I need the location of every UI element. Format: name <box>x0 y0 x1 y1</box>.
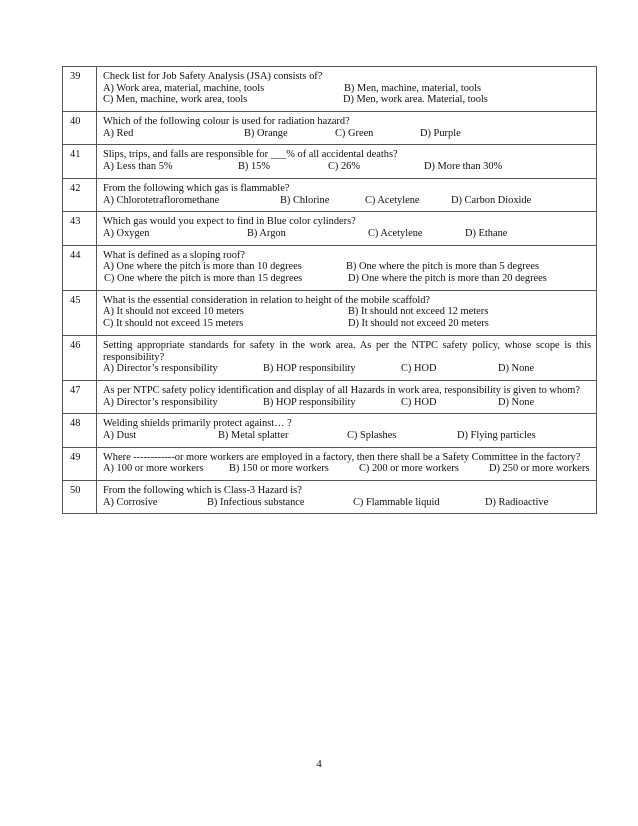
answer-option: B) It should not exceed 12 meters <box>348 306 489 318</box>
option-line <box>103 195 591 207</box>
question-text: Setting appropriate standards for safety in the work area. As per the NTPC safety policy, whose scope is this responsibility? <box>103 339 591 363</box>
question-number: 44 <box>63 245 97 290</box>
answer-option: D) Radioactive <box>485 496 549 508</box>
question-number: 50 <box>63 481 97 514</box>
option-line <box>103 397 591 409</box>
question-body <box>97 380 597 413</box>
question-body <box>97 335 597 380</box>
answer-option: B) Chlorine <box>280 194 330 206</box>
question-text: From the following which gas is flammable? <box>103 182 290 194</box>
answer-option: A) It should not exceed 10 meters <box>103 306 244 318</box>
answer-option: A) Dust <box>103 429 137 441</box>
question-body <box>97 414 597 447</box>
question-row <box>63 112 597 145</box>
question-body <box>97 290 597 335</box>
answer-option: D) Men, work area. Material, tools <box>343 94 488 106</box>
answer-option: C) Acetylene <box>368 227 423 239</box>
question-table-body <box>63 67 597 514</box>
answer-option: D) It should not exceed 20 meters <box>348 318 489 330</box>
answer-option: B) HOP responsibility <box>263 396 356 408</box>
question-row <box>63 380 597 413</box>
answer-option: A) One where the pitch is more than 10 degrees <box>103 261 302 273</box>
option-line <box>103 83 591 95</box>
option-line <box>103 463 591 475</box>
question-number: 48 <box>63 414 97 447</box>
option-line <box>103 430 591 442</box>
question-body <box>97 67 597 112</box>
question-text: Check list for Job Safety Analysis (JSA) consists of? <box>103 71 323 82</box>
question-text: Where ------------or more workers are employed in a factory, then there shall be a Safety Committee in the factory? <box>103 451 581 463</box>
question-number: 42 <box>63 178 97 211</box>
answer-option: B) 15% <box>238 161 271 173</box>
question-row <box>63 145 597 178</box>
question-body <box>97 178 597 211</box>
option-line <box>103 94 591 106</box>
question-body <box>97 145 597 178</box>
answer-option: D) 250 or more workers <box>489 463 590 475</box>
answer-option: B) Argon <box>247 227 286 239</box>
answer-option: C) HOD <box>401 396 437 408</box>
answer-option: C) Splashes <box>347 429 397 441</box>
question-text: From the following which is Class-3 Hazard is? <box>103 485 302 497</box>
answer-option: A) Director’s responsibility <box>103 363 218 375</box>
answer-option: A) 100 or more workers <box>103 463 204 475</box>
question-row <box>63 335 597 380</box>
option-line <box>103 261 591 273</box>
question-table <box>62 66 597 514</box>
answer-option: C) Men, machine, work area, tools <box>103 94 248 106</box>
option-line <box>103 273 591 285</box>
question-text: Which of the following colour is used for radiation hazard? <box>103 116 350 128</box>
question-row <box>63 481 597 514</box>
answer-option: B) Metal splatter <box>218 429 289 441</box>
answer-option: C) HOD <box>401 363 437 375</box>
answer-option: D) None <box>498 363 535 375</box>
question-row <box>63 290 597 335</box>
answer-option: D) Ethane <box>465 227 508 239</box>
answer-option: B) HOP responsibility <box>263 363 356 375</box>
answer-option: A) Chlorotetrafloromethane <box>103 194 220 206</box>
option-line <box>103 497 591 509</box>
answer-option: C) 200 or more workers <box>359 463 459 475</box>
question-number: 41 <box>63 145 97 178</box>
question-number: 43 <box>63 212 97 245</box>
question-number: 45 <box>63 290 97 335</box>
answer-option: C) 26% <box>328 161 361 173</box>
question-body <box>97 212 597 245</box>
answer-option: B) Infectious substance <box>207 496 305 508</box>
question-row <box>63 212 597 245</box>
answer-option: A) Red <box>103 127 134 139</box>
question-text: What is defined as a sloping roof? <box>103 249 245 261</box>
question-text: Which gas would you expect to find in Blue color cylinders? <box>103 216 356 228</box>
option-line <box>103 161 591 173</box>
question-row <box>63 447 597 480</box>
question-text: Slips, trips, and falls are responsible for ___% of all accidental deaths? <box>103 149 398 161</box>
answer-option: A) Oxygen <box>103 227 150 239</box>
question-body <box>97 447 597 480</box>
answer-option: A) Less than 5% <box>103 161 173 173</box>
question-row <box>63 67 597 112</box>
option-line <box>103 128 591 140</box>
answer-option: C) Acetylene <box>365 194 420 206</box>
question-number: 47 <box>63 380 97 413</box>
question-number: 46 <box>63 335 97 380</box>
question-number: 39 <box>63 67 97 112</box>
answer-option: D) None <box>498 396 535 408</box>
question-body <box>97 481 597 514</box>
option-line <box>103 306 591 318</box>
option-line <box>103 363 591 375</box>
answer-option: B) One where the pitch is more than 5 degrees <box>346 261 540 273</box>
answer-option: D) Carbon Dioxide <box>451 194 532 206</box>
answer-option: A) Corrosive <box>103 496 158 508</box>
answer-option: C) It should not exceed 15 meters <box>103 318 244 330</box>
question-row <box>63 245 597 290</box>
answer-option: D) Flying particles <box>457 429 536 441</box>
question-row <box>63 414 597 447</box>
answer-option: B) Men, machine, material, tools <box>344 82 482 94</box>
question-text: As per NTPC safety policy identification and display of all Hazards in work area, responsibility is given to whom? <box>103 384 580 396</box>
option-line <box>103 318 591 330</box>
answer-option: D) One where the pitch is more than 20 degrees <box>348 273 547 285</box>
question-row <box>63 178 597 211</box>
answer-option: D) More than 30% <box>424 161 503 173</box>
answer-option: B) Orange <box>244 127 288 139</box>
option-line <box>103 228 591 240</box>
answer-option: D) Purple <box>420 127 461 139</box>
answer-option: A) Director’s responsibility <box>103 396 218 408</box>
question-body <box>97 112 597 145</box>
question-body <box>97 245 597 290</box>
answer-option: C) Green <box>335 127 374 139</box>
question-number: 49 <box>63 447 97 480</box>
answer-option: B) 150 or more workers <box>229 463 329 475</box>
page-number: 4 <box>316 758 322 770</box>
question-number: 40 <box>63 112 97 145</box>
question-text: What is the essential consideration in relation to height of the mobile scaffold? <box>103 294 431 306</box>
question-text: Welding shields primarily protect against… ? <box>103 418 292 430</box>
answer-option: C) One where the pitch is more than 15 degrees <box>104 273 303 285</box>
answer-option: C) Flammable liquid <box>353 496 440 508</box>
answer-option: A) Work area, material, machine, tools <box>103 82 265 94</box>
